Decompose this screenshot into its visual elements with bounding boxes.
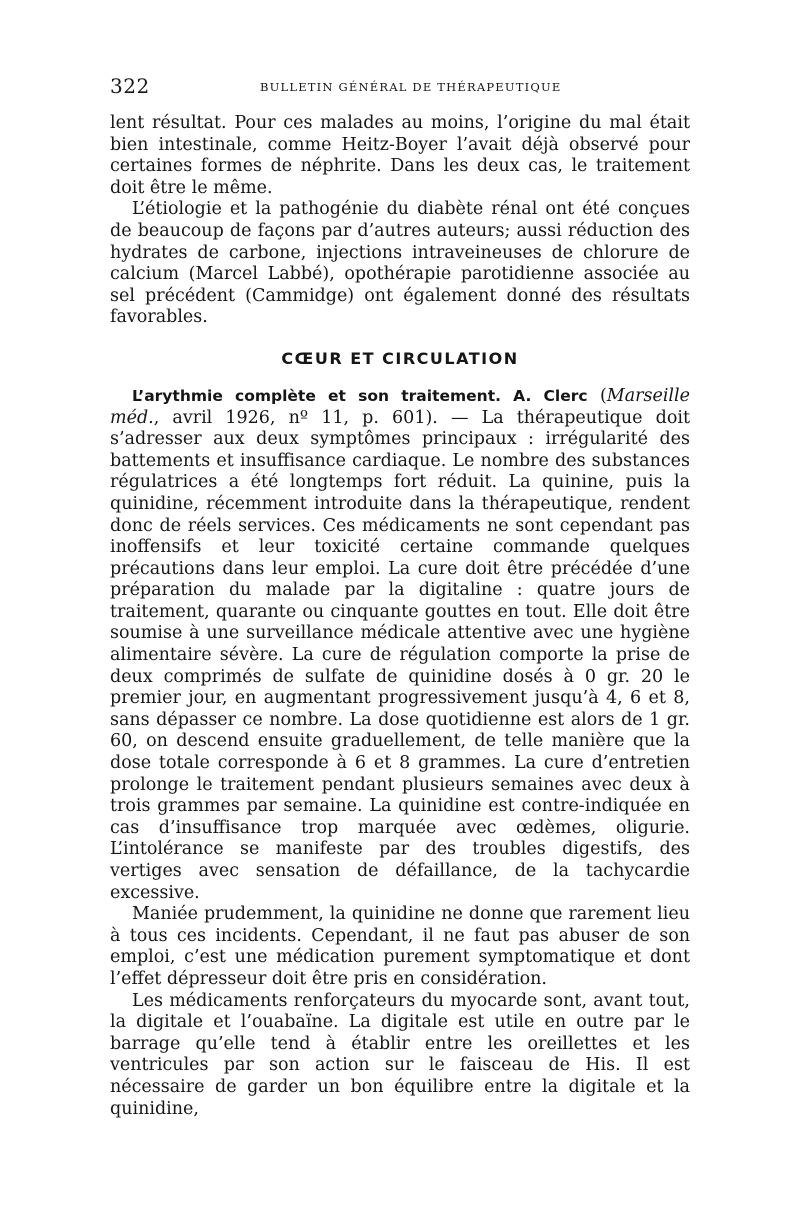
article-source-open: ( (599, 385, 607, 406)
page-number: 322 (110, 74, 150, 98)
paragraph-continued: lent résultat. Pour ces malades au moins, l’origine du mal était bien intestinale, comme Heitz-Boyer l’avait déjà observé pour certaines formes de néphrite. Dans les deux cas, le traitement doit être le même. (110, 113, 690, 198)
running-header (110, 74, 690, 104)
article-text: — La thérapeutique doit s’adresser aux deux symptômes principaux : irrégularité des battements et insuffisance cardiaque. Le nombre des substances régulatrices a été longtemps fort réduit. La quinine, puis la quinidine, récemment introduite dans la thérapeutique, rendent donc de réels services. Ces médicaments ne sont cependant pas inoffensifs et leur toxicité certaine commande quelques précautions dans leur emploi. La cure doit être précédée d’une préparation du malade par la digitaline : quatre jours de traitement, quarante ou cinquante gouttes en tout. Elle doit être soumise à une surveillance médicale attentive avec une hygiène alimentaire sévère. La cure de régulation comporte la prise de deux comprimés de sulfate de quinidine dosés à 0 gr. 20 le premier jour, en augmentant progressivement jusqu’à 4, 6 et 8, sans dépasser ce nombre. La dose quotidienne est alors de 1 gr. 60, on descend ensuite graduellement, de telle manière que la dose totale corresponde à 6 et 8 grammes. La cure d’entretien prolonge le traitement pendant plusieurs semaines avec deux à trois grammes par semaine. La quinidine est contre-indiquée en cas d’insuffisance trop marquée avec œdèmes, oligurie. L’intolérance se manifeste par des troubles digestifs, des vertiges avec sensation de défaillance, de la tachycardie excessive. (110, 407, 690, 903)
article-title: L’arythmie complète et son traitement. A. Clerc (132, 386, 588, 405)
section-heading: CŒUR ET CIRCULATION (281, 348, 519, 368)
paragraph-medicaments: Les médicaments renforçateurs du myocarde sont, avant tout, la digitale et l’ouabaïne. La digitale est utile en outre par le barrage qu’elle tend à établir entre les oreillettes et les ventricules par son action sur le faisceau de His. Il est nécessaire de garder un bon équilibre entre la digitale et la quinidine, (110, 990, 690, 1119)
paragraph-maniee: Maniée prudemment, la quinidine ne donne que rarement lieu à tous ces incidents. Cependant, il ne faut pas abuser de son emploi, c’est une médication purement symptomatique et dont l’effet dépresseur doit être pris en considération. (110, 904, 690, 989)
article-paragraph (110, 386, 690, 904)
paragraph-etiologie: L’étiologie et la pathogénie du diabète rénal ont été conçues de beaucoup de façons par d’autres auteurs; aussi réduction des hydrates de carbone, injections intraveineuses de chlorure de calcium (Marcel Labbé), opothérapie parotidienne associée au sel précédent (Cammidge) ont également donné des résultats favorables. (110, 199, 690, 328)
article-source-journal: Marseille méd. (110, 385, 690, 428)
document-page (110, 74, 690, 1120)
journal-title: BULLETIN GÉNÉRAL DE THÉRAPEUTIQUE (260, 80, 562, 94)
article-source-details: , avril 1926, nº 11, p. 601). (153, 407, 438, 428)
